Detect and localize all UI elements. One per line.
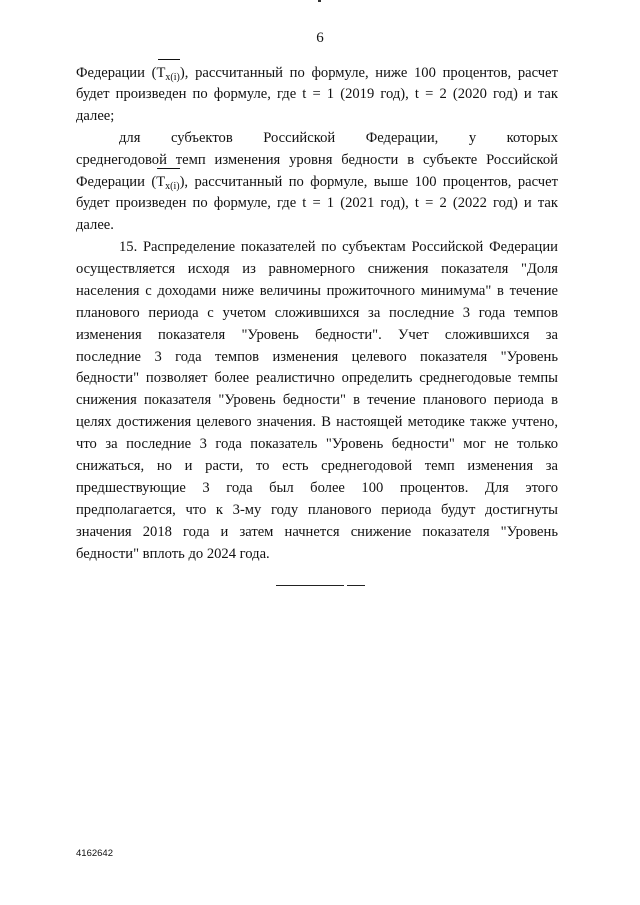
p2-line-3 (76, 171, 558, 193)
p3-line: бедности" вплоть до 2024 года. (76, 545, 270, 562)
top-edge-mark (318, 0, 321, 2)
p2-line-4: будет произведен по формуле, где t = 1 (2021 год), t = 2 (2022 год) и так (76, 195, 558, 212)
p2-line-3-pre: Федерации ( (76, 174, 157, 191)
t-sub: x(i) (165, 181, 180, 193)
p3-line: целях достижения целевого значения. В настоящей методике также учтено, (76, 414, 558, 431)
p2-line-2: среднегодовой темп изменения уровня бедности в субъекте Российской (76, 151, 558, 168)
rule-segment-long (276, 585, 344, 586)
p3-line: осуществляется исходя из равномерного снижения показателя "Доля (76, 261, 558, 278)
p1-line-1 (76, 62, 558, 84)
p2-line-1 (76, 128, 558, 150)
page-number: 6 (316, 30, 324, 46)
p3-line: предполагается, что к 3-му году планового периода будут достигнуты (76, 501, 558, 518)
p3-line: бедности" позволяет более реалистично определить среднегодовые темпы (76, 370, 558, 387)
t-main: T (156, 65, 166, 81)
t-main: T (156, 174, 166, 191)
p1-line-3: далее; (76, 107, 115, 124)
t-bar-symbol (156, 171, 179, 198)
p2-line-5: далее. (76, 217, 114, 234)
p1-line-2: будет произведен по формуле, где t = 1 (2019 год), t = 2 (2020 год) и так (76, 85, 558, 102)
rule-segment-short (347, 585, 365, 586)
overline (157, 168, 179, 169)
p1-line-1-post: ), рассчитанный по формуле, ниже 100 процентов, расчет (179, 65, 558, 81)
p3-line: населения с доходами ниже величины прожиточного минимума" в течение (76, 282, 558, 299)
p3-line: предшествующие 3 года был более 100 процентов. Для этого (76, 479, 558, 496)
overline (158, 59, 180, 60)
p1-line-1-pre: Федерации ( (76, 65, 157, 81)
t-bar-symbol (157, 62, 180, 89)
p3-line: снижаться, но и расти, то есть среднегодовой темп изменения за (76, 458, 558, 475)
p3-line: что за последние 3 года показатель "Уровень бедности" мог не только (76, 436, 558, 453)
document-body (76, 62, 558, 565)
p3-line: планового периода с учетом сложившихся за последние 3 года темпов (76, 304, 558, 321)
p2-line-1-text: для субъектов Российской Федерации, у которых (119, 129, 558, 146)
t-sub: x(i) (165, 72, 180, 83)
p3-line: последние 3 года темпов изменения целевого показателя "Уровень (76, 348, 558, 365)
document-code: 4162642 (76, 848, 113, 859)
p2-line-3-post: ), рассчитанный по формуле, выше 100 процентов, расчет (179, 174, 558, 191)
p3-line: значения 2018 года и затем начнется снижение показателя "Уровень (76, 523, 558, 540)
p3-line: снижения показателя "Уровень бедности" в течение планового периода в (76, 392, 558, 409)
end-of-text-rule (0, 576, 640, 594)
p3-line: 15. Распределение показателей по субъектам Российской Федерации (119, 239, 558, 256)
p3-line: изменения показателя "Уровень бедности". Учет сложившихся за (76, 326, 558, 343)
